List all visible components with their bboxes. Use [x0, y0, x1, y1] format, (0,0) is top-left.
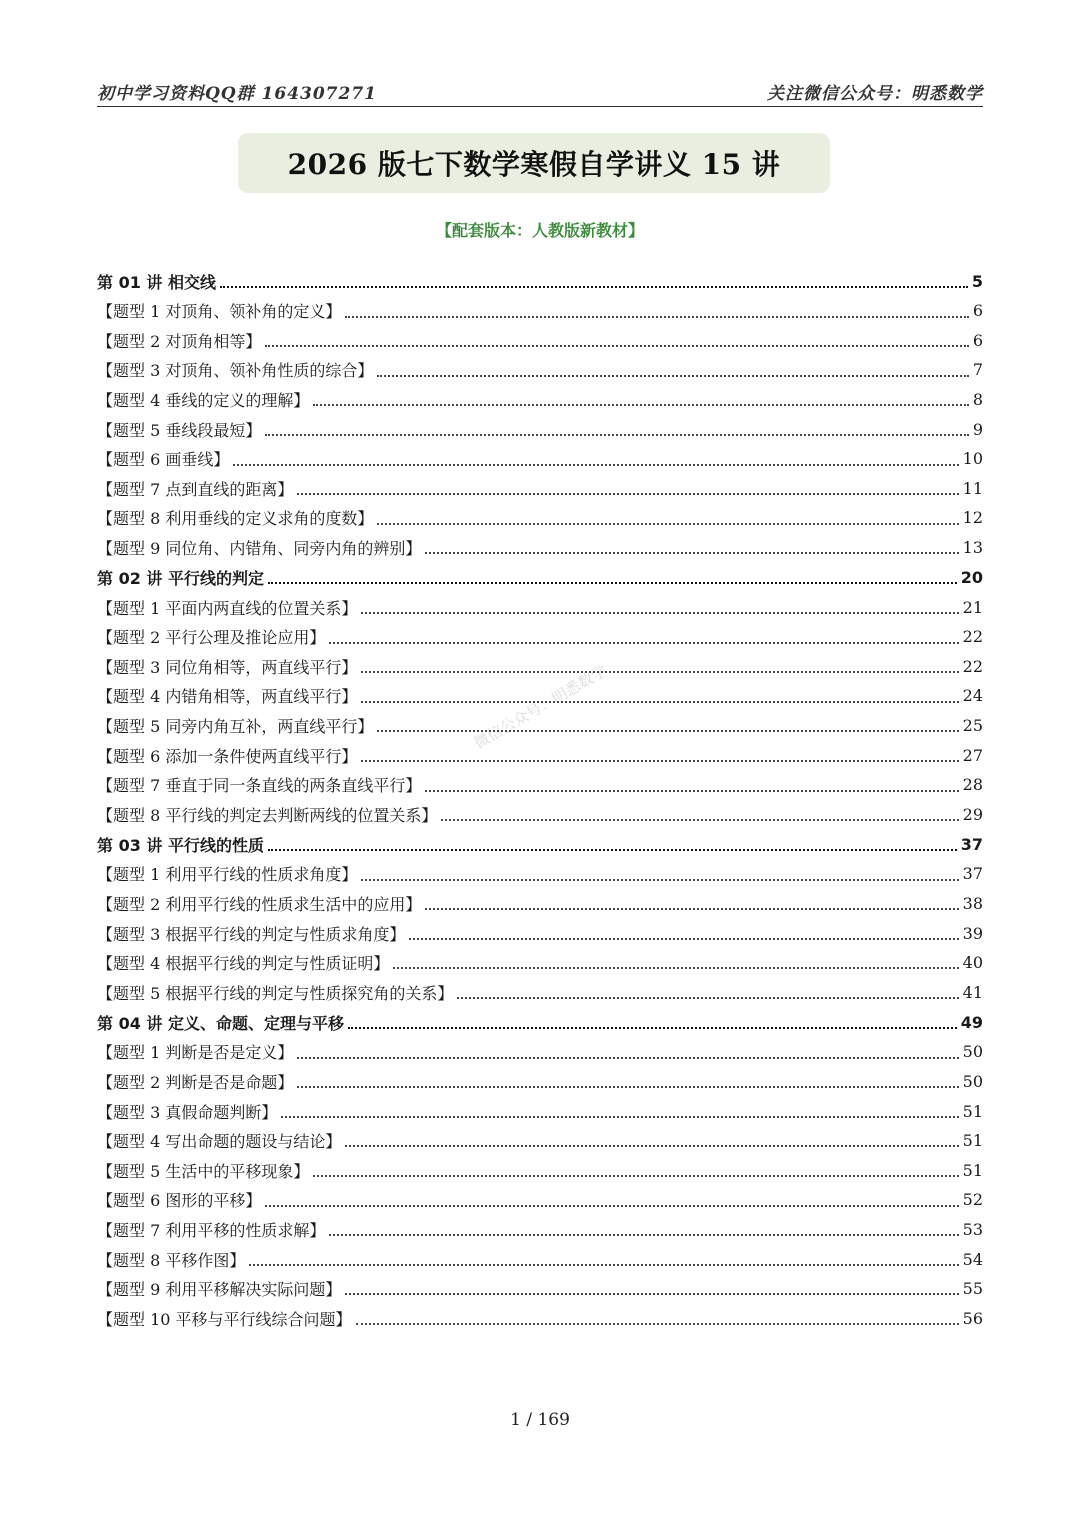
- toc-page-number: 51: [962, 1101, 983, 1121]
- toc-page-number: 7: [972, 360, 983, 380]
- table-of-contents: [97, 266, 983, 1333]
- dot-leader: [329, 641, 958, 644]
- toc-item-row[interactable]: [97, 296, 983, 326]
- dot-leader: [425, 907, 958, 910]
- toc-item-title: 【题型 4 垂线的定义的理解】: [97, 391, 310, 411]
- toc-item-title: 【题型 7 点到直线的距离】: [97, 479, 294, 499]
- toc-item-row[interactable]: [97, 622, 983, 652]
- toc-item-row[interactable]: [97, 889, 983, 919]
- toc-item-title: 【题型 1 平面内两直线的位置关系】: [97, 598, 358, 618]
- toc-page-number: 39: [962, 923, 983, 943]
- toc-item-row[interactable]: [97, 1155, 983, 1185]
- toc-item-row[interactable]: [97, 592, 983, 622]
- dot-leader: [297, 1056, 958, 1059]
- toc-page-number: 27: [962, 745, 983, 765]
- dot-leader: [297, 1085, 958, 1088]
- dot-leader: [377, 374, 968, 377]
- toc-item-row[interactable]: [97, 681, 983, 711]
- toc-page-number: 50: [962, 1042, 983, 1062]
- toc-item-title: 【题型 3 同位角相等，两直线平行】: [97, 657, 358, 677]
- toc-page-number: 51: [962, 1160, 983, 1180]
- toc-chapter-row[interactable]: [97, 562, 983, 592]
- toc-item-title: 【题型 3 真假命题判断】: [97, 1102, 278, 1122]
- toc-page-number: 41: [962, 982, 983, 1002]
- dot-leader: [361, 611, 958, 614]
- toc-page-number: 21: [962, 597, 983, 617]
- dot-leader: [425, 789, 958, 792]
- toc-item-row[interactable]: [97, 385, 983, 415]
- toc-page-number: 52: [962, 1190, 983, 1210]
- dot-leader: [265, 433, 968, 436]
- toc-chapter-row[interactable]: [97, 266, 983, 296]
- dot-leader: [233, 463, 958, 466]
- toc-item-title: 【题型 7 利用平移的性质求解】: [97, 1220, 326, 1240]
- toc-item-title: 【题型 2 平行公理及推论应用】: [97, 628, 326, 648]
- toc-page-number: 9: [972, 419, 983, 439]
- toc-item-title: 【题型 9 利用平移解决实际问题】: [97, 1280, 342, 1300]
- toc-chapter-row[interactable]: [97, 829, 983, 859]
- toc-item-row[interactable]: [97, 414, 983, 444]
- toc-item-title: 【题型 5 同旁内角互补，两直线平行】: [97, 717, 374, 737]
- toc-chapter-title: 第 04 讲 定义、命题、定理与平移: [97, 1013, 344, 1033]
- dot-leader: [377, 522, 958, 525]
- dot-leader: [268, 581, 957, 584]
- dot-leader: [345, 1144, 958, 1147]
- toc-item-row[interactable]: [97, 977, 983, 1007]
- toc-page-number: 54: [962, 1249, 983, 1269]
- dot-leader: [361, 878, 958, 881]
- toc-item-title: 【题型 4 内错角相等，两直线平行】: [97, 687, 358, 707]
- toc-item-row[interactable]: [97, 652, 983, 682]
- toc-item-row[interactable]: [97, 740, 983, 770]
- dot-leader: [361, 700, 958, 703]
- dot-leader: [313, 1174, 958, 1177]
- toc-page-number: 37: [960, 834, 983, 854]
- toc-page-number: 12: [962, 508, 983, 528]
- toc-page-number: 55: [962, 1279, 983, 1299]
- toc-item-title: 【题型 5 生活中的平移现象】: [97, 1161, 310, 1181]
- toc-page-number: 20: [960, 567, 983, 587]
- toc-item-title: 【题型 4 写出命题的题设与结论】: [97, 1132, 342, 1152]
- dot-leader: [265, 1204, 958, 1207]
- toc-item-title: 【题型 1 对顶角、领补角的定义】: [97, 302, 342, 322]
- toc-item-row[interactable]: [97, 1303, 983, 1333]
- title-banner: [238, 133, 830, 193]
- watermark: 微信公众号：明悉数学: [471, 661, 610, 753]
- toc-page-number: 50: [962, 1071, 983, 1091]
- toc-page-number: 5: [971, 271, 983, 291]
- toc-item-row[interactable]: [97, 948, 983, 978]
- toc-page-number: 53: [962, 1219, 983, 1239]
- dot-leader: [457, 996, 958, 999]
- dot-leader: [361, 670, 958, 673]
- toc-chapter-title: 第 02 讲 平行线的判定: [97, 568, 264, 588]
- toc-item-row[interactable]: [97, 1037, 983, 1067]
- toc-item-title: 【题型 6 图形的平移】: [97, 1191, 262, 1211]
- toc-item-row[interactable]: [97, 355, 983, 385]
- toc-item-title: 【题型 8 利用垂线的定义求角的度数】: [97, 509, 374, 529]
- toc-item-row[interactable]: [97, 503, 983, 533]
- toc-item-title: 【题型 5 根据平行线的判定与性质探究角的关系】: [97, 983, 454, 1003]
- toc-page-number: 51: [962, 1131, 983, 1151]
- toc-page-number: 6: [972, 330, 983, 350]
- toc-item-row[interactable]: [97, 1215, 983, 1245]
- dot-leader: [220, 285, 968, 288]
- toc-page-number: 24: [962, 686, 983, 706]
- dot-leader: [348, 1026, 957, 1029]
- dot-leader: [268, 848, 957, 851]
- toc-page-number: 56: [962, 1308, 983, 1328]
- toc-page-number: 22: [962, 656, 983, 676]
- toc-chapter-title: 第 03 讲 平行线的性质: [97, 835, 264, 855]
- dot-leader: [409, 937, 958, 940]
- toc-item-title: 【题型 1 利用平行线的性质求角度】: [97, 865, 358, 885]
- toc-item-title: 【题型 2 判断是否是命题】: [97, 1072, 294, 1092]
- toc-page-number: 6: [972, 301, 983, 321]
- toc-page-number: 13: [962, 538, 983, 558]
- toc-item-row[interactable]: [97, 444, 983, 474]
- dot-leader: [265, 344, 968, 347]
- page-header: [97, 78, 983, 104]
- toc-item-title: 【题型 6 画垂线】: [97, 450, 230, 470]
- header-right-text: 关注微信公众号：明悉数学: [767, 84, 983, 104]
- dot-leader: [249, 1263, 958, 1266]
- dot-leader: [393, 966, 958, 969]
- dot-leader: [345, 1292, 958, 1295]
- toc-item-row[interactable]: [97, 859, 983, 889]
- toc-item-row[interactable]: [97, 1274, 983, 1304]
- toc-item-title: 【题型 4 根据平行线的判定与性质证明】: [97, 954, 390, 974]
- dot-leader: [441, 818, 958, 821]
- toc-page-number: 40: [962, 953, 983, 973]
- toc-item-row[interactable]: [97, 326, 983, 356]
- dot-leader: [361, 759, 958, 762]
- toc-page-number: 38: [962, 893, 983, 913]
- toc-item-title: 【题型 9 同位角、内错角、同旁内角的辨别】: [97, 539, 422, 559]
- toc-page-number: 22: [962, 627, 983, 647]
- edition-subtitle: 【配套版本：人教版新教材】: [435, 221, 644, 240]
- toc-item-title: 【题型 3 对顶角、领补角性质的综合】: [97, 361, 374, 381]
- toc-item-row[interactable]: [97, 800, 983, 830]
- dot-leader: [425, 551, 958, 554]
- document-title: 2026 版七下数学寒假自学讲义 15 讲: [287, 148, 781, 181]
- toc-item-title: 【题型 7 垂直于同一条直线的两条直线平行】: [97, 776, 422, 796]
- toc-item-title: 【题型 3 根据平行线的判定与性质求角度】: [97, 924, 406, 944]
- dot-leader: [297, 492, 958, 495]
- dot-leader: [356, 1322, 959, 1325]
- dot-leader: [281, 1115, 958, 1118]
- toc-item-row[interactable]: [97, 1126, 983, 1156]
- toc-item-row[interactable]: [97, 533, 983, 563]
- toc-page-number: 29: [962, 804, 983, 824]
- toc-item-title: 【题型 2 对顶角相等】: [97, 331, 262, 351]
- toc-item-row[interactable]: [97, 1096, 983, 1126]
- toc-chapter-title: 第 01 讲 相交线: [97, 272, 216, 292]
- toc-item-row[interactable]: [97, 711, 983, 741]
- toc-item-row[interactable]: [97, 918, 983, 948]
- toc-item-row[interactable]: [97, 770, 983, 800]
- toc-page-number: 37: [962, 864, 983, 884]
- dot-leader: [377, 729, 958, 732]
- header-divider: [97, 106, 983, 107]
- toc-page-number: 10: [962, 449, 983, 469]
- toc-chapter-row[interactable]: [97, 1007, 983, 1037]
- toc-item-row[interactable]: [97, 1244, 983, 1274]
- toc-item-title: 【题型 5 垂线段最短】: [97, 420, 262, 440]
- toc-item-row[interactable]: [97, 474, 983, 504]
- toc-item-title: 【题型 8 平移作图】: [97, 1250, 246, 1270]
- toc-item-row[interactable]: [97, 1185, 983, 1215]
- toc-page-number: 28: [962, 775, 983, 795]
- toc-page-number: 49: [960, 1012, 983, 1032]
- header-left-text: 初中学习资料QQ群 164307271: [97, 84, 377, 104]
- toc-page-number: 11: [962, 478, 983, 498]
- toc-item-title: 【题型 8 平行线的判定去判断两线的位置关系】: [97, 805, 438, 825]
- toc-item-row[interactable]: [97, 1067, 983, 1097]
- toc-item-title: 【题型 1 判断是否是定义】: [97, 1043, 294, 1063]
- dot-leader: [313, 403, 968, 406]
- page-indicator: 1 / 169: [510, 1410, 570, 1430]
- toc-item-title: 【题型 10 平移与平行线综合问题】: [97, 1309, 352, 1329]
- dot-leader: [329, 1233, 958, 1236]
- toc-page-number: 25: [962, 716, 983, 736]
- dot-leader: [345, 315, 968, 318]
- toc-page-number: 8: [972, 390, 983, 410]
- toc-item-title: 【题型 2 利用平行线的性质求生活中的应用】: [97, 894, 422, 914]
- toc-item-title: 【题型 6 添加一条件使两直线平行】: [97, 746, 358, 766]
